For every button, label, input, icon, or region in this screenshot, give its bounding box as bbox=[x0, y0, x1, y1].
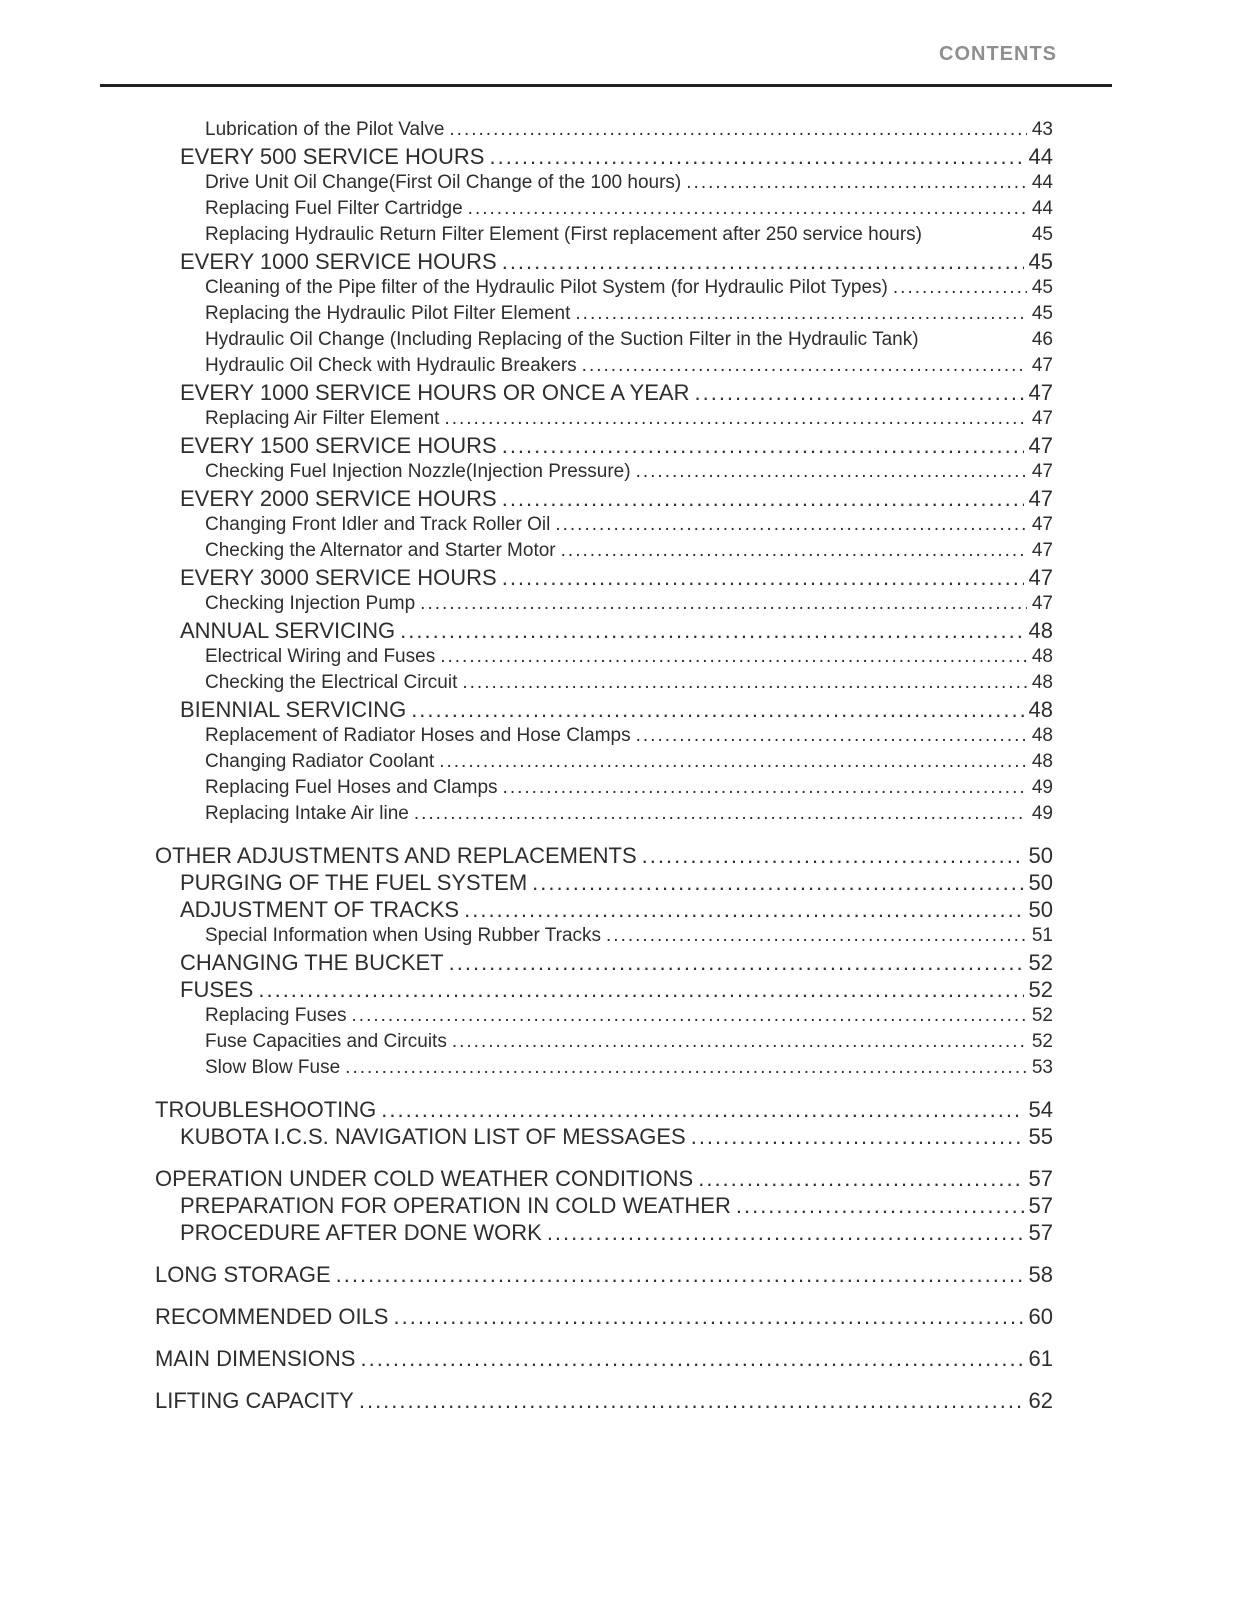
toc-entry-label: Checking the Alternator and Starter Motor bbox=[205, 540, 556, 561]
toc-entry-page: 61 bbox=[1028, 1346, 1053, 1371]
toc-entry-label: EVERY 2000 SERVICE HOURS bbox=[180, 486, 497, 511]
toc-entry bbox=[205, 1055, 1053, 1081]
toc-entry bbox=[205, 775, 1053, 801]
toc-entry bbox=[205, 801, 1053, 827]
toc-leader-dots bbox=[449, 949, 1024, 976]
toc-leader-dots bbox=[414, 801, 1027, 827]
toc-entry-label: Cleaning of the Pipe filter of the Hydraulic Pilot System (for Hydraulic Pilot Types) bbox=[205, 277, 888, 298]
toc-entry bbox=[205, 591, 1053, 617]
header-divider bbox=[100, 84, 1112, 87]
toc-entry bbox=[180, 248, 1053, 275]
toc-entry bbox=[180, 869, 1053, 896]
toc-entry-page: 48 bbox=[1031, 672, 1053, 693]
toc-entry bbox=[205, 749, 1053, 775]
toc-entry-page: 47 bbox=[1028, 565, 1053, 590]
toc-entry-label: LONG STORAGE bbox=[155, 1262, 331, 1287]
toc-entry-page: 57 bbox=[1028, 1220, 1053, 1245]
toc-entry-label: EVERY 1000 SERVICE HOURS OR ONCE A YEAR bbox=[180, 380, 690, 405]
toc-leader-dots bbox=[575, 301, 1026, 327]
toc-entry-page: 44 bbox=[1028, 144, 1053, 169]
toc-entry-page: 47 bbox=[1031, 514, 1053, 535]
toc-entry-label: EVERY 500 SERVICE HOURS bbox=[180, 144, 485, 169]
toc-leader-dots bbox=[502, 432, 1024, 459]
toc-leader-dots bbox=[561, 538, 1027, 564]
toc-entry-label: OTHER ADJUSTMENTS AND REPLACEMENTS bbox=[155, 843, 637, 868]
toc-entry-label: Replacement of Radiator Hoses and Hose Clamps bbox=[205, 725, 631, 746]
toc-leader-dots bbox=[336, 1261, 1024, 1288]
toc-leader-dots bbox=[449, 117, 1026, 143]
toc-entry bbox=[155, 1261, 1053, 1288]
toc-entry-label: KUBOTA I.C.S. NAVIGATION LIST OF MESSAGES bbox=[180, 1124, 686, 1149]
page-header-title: CONTENTS bbox=[939, 43, 1057, 65]
toc-entry bbox=[155, 1096, 1053, 1123]
toc-entry-label: Hydraulic Oil Check with Hydraulic Breakers bbox=[205, 355, 577, 376]
page-header bbox=[100, 42, 1112, 68]
toc-entry-label: Changing Radiator Coolant bbox=[205, 751, 435, 772]
toc-entry bbox=[205, 196, 1053, 222]
toc-leader-dots bbox=[440, 644, 1027, 670]
toc-entry bbox=[205, 353, 1053, 379]
toc-list bbox=[155, 117, 1053, 1414]
toc-entry bbox=[155, 842, 1053, 869]
toc-leader-dots bbox=[606, 923, 1027, 949]
toc-entry-page: 48 bbox=[1031, 751, 1053, 772]
toc-leader-dots bbox=[736, 1192, 1024, 1219]
toc-entry bbox=[180, 143, 1053, 170]
toc-entry-page: 52 bbox=[1031, 1031, 1053, 1052]
toc-entry-page: 50 bbox=[1028, 897, 1053, 922]
toc-entry-page: 47 bbox=[1028, 433, 1053, 458]
toc-entry-label: CHANGING THE BUCKET bbox=[180, 950, 444, 975]
toc-entry-page: 52 bbox=[1028, 950, 1053, 975]
toc-leader-dots bbox=[393, 1303, 1023, 1330]
toc-entry bbox=[180, 1192, 1053, 1219]
toc-entry bbox=[180, 1123, 1053, 1150]
toc-entry-page: 57 bbox=[1028, 1166, 1053, 1191]
toc-entry bbox=[205, 512, 1053, 538]
toc-entry-label: Replacing Fuel Filter Cartridge bbox=[205, 198, 463, 219]
toc-entry-page: 47 bbox=[1031, 540, 1053, 561]
toc-entry bbox=[155, 1303, 1053, 1330]
toc-entry bbox=[180, 617, 1053, 644]
toc-leader-dots bbox=[258, 976, 1023, 1003]
toc-entry bbox=[205, 301, 1053, 327]
toc-entry-label: Hydraulic Oil Change (Including Replacing of the Suction Filter in the Hydraulic Tank) bbox=[205, 329, 919, 350]
toc-entry-label: EVERY 3000 SERVICE HOURS bbox=[180, 565, 497, 590]
toc-entry-label: BIENNIAL SERVICING bbox=[180, 697, 407, 722]
toc-entry bbox=[205, 170, 1053, 196]
toc-entry-label: LIFTING CAPACITY bbox=[155, 1388, 354, 1413]
toc-entry bbox=[155, 1387, 1053, 1414]
toc-entry-page: 57 bbox=[1028, 1193, 1053, 1218]
toc-leader-dots bbox=[444, 406, 1026, 432]
toc-entry-page: 44 bbox=[1031, 172, 1053, 193]
toc-leader-dots bbox=[532, 869, 1023, 896]
toc-entry-label: OPERATION UNDER COLD WEATHER CONDITIONS bbox=[155, 1166, 694, 1191]
toc-leader-dots bbox=[636, 723, 1027, 749]
toc-entry bbox=[205, 222, 1053, 248]
toc-leader-dots bbox=[547, 1219, 1024, 1246]
toc-entry-label: MAIN DIMENSIONS bbox=[155, 1346, 356, 1371]
toc-entry bbox=[180, 976, 1053, 1003]
toc-entry-label: RECOMMENDED OILS bbox=[155, 1304, 389, 1329]
toc-leader-dots bbox=[468, 196, 1027, 222]
toc-leader-dots bbox=[420, 591, 1027, 617]
toc-entry bbox=[205, 1029, 1053, 1055]
toc-leader-dots bbox=[698, 1165, 1023, 1192]
toc-entry-page: 45 bbox=[1031, 277, 1053, 298]
toc-leader-dots bbox=[582, 353, 1027, 379]
toc-entry-page: 49 bbox=[1031, 777, 1053, 798]
toc-entry bbox=[205, 327, 1053, 353]
toc-entry-label: Checking the Electrical Circuit bbox=[205, 672, 458, 693]
toc-entry bbox=[180, 896, 1053, 923]
toc-entry-label: PREPARATION FOR OPERATION IN COLD WEATHER bbox=[180, 1193, 731, 1218]
toc-leader-dots bbox=[502, 485, 1024, 512]
toc-leader-dots bbox=[503, 775, 1027, 801]
toc-entry-page: 43 bbox=[1031, 119, 1053, 140]
toc-entry-label: EVERY 1500 SERVICE HOURS bbox=[180, 433, 497, 458]
toc-leader-dots bbox=[636, 459, 1027, 485]
toc-entry-page: 50 bbox=[1028, 843, 1053, 868]
toc-entry-label: PROCEDURE AFTER DONE WORK bbox=[180, 1220, 542, 1245]
toc-entry bbox=[205, 275, 1053, 301]
toc-leader-dots bbox=[352, 1003, 1027, 1029]
toc-entry-label: Changing Front Idler and Track Roller Oil bbox=[205, 514, 551, 535]
toc-entry-page: 47 bbox=[1031, 408, 1053, 429]
toc-entry-page: 47 bbox=[1028, 486, 1053, 511]
toc-entry bbox=[180, 564, 1053, 591]
toc-leader-dots bbox=[400, 617, 1023, 644]
toc-entry-page: 44 bbox=[1031, 198, 1053, 219]
toc-entry-page: 45 bbox=[1028, 249, 1053, 274]
toc-entry-page: 48 bbox=[1031, 725, 1053, 746]
toc-leader-dots bbox=[462, 670, 1026, 696]
toc-leader-dots bbox=[502, 248, 1024, 275]
toc-entry-label: Replacing the Hydraulic Pilot Filter Element bbox=[205, 303, 571, 324]
toc-entry-page: 49 bbox=[1031, 803, 1053, 824]
toc-entry bbox=[180, 432, 1053, 459]
toc-leader-dots bbox=[464, 896, 1023, 923]
toc-entry bbox=[205, 644, 1053, 670]
toc-entry bbox=[180, 1219, 1053, 1246]
toc-entry-page: 48 bbox=[1031, 646, 1053, 667]
toc-entry-page: 47 bbox=[1031, 593, 1053, 614]
toc-leader-dots bbox=[439, 749, 1027, 775]
toc-entry bbox=[205, 670, 1053, 696]
toc-leader-dots bbox=[694, 379, 1023, 406]
toc-leader-dots bbox=[489, 143, 1023, 170]
toc-entry-label: Drive Unit Oil Change(First Oil Change of the 100 hours) bbox=[205, 172, 682, 193]
toc-entry bbox=[180, 696, 1053, 723]
toc-leader-dots bbox=[691, 1123, 1024, 1150]
toc-entry bbox=[180, 379, 1053, 406]
toc-entry bbox=[180, 949, 1053, 976]
toc-entry-label: Checking Injection Pump bbox=[205, 593, 416, 614]
toc-entry-label: Replacing Hydraulic Return Filter Element (First replacement after 250 service hours) bbox=[205, 224, 922, 245]
toc-leader-dots bbox=[381, 1096, 1023, 1123]
toc-leader-dots bbox=[502, 564, 1024, 591]
toc-entry bbox=[205, 117, 1053, 143]
toc-entry-page: 48 bbox=[1028, 697, 1053, 722]
toc-entry bbox=[155, 1165, 1053, 1192]
toc-entry-page: 46 bbox=[1031, 329, 1053, 350]
toc-leader-dots bbox=[452, 1029, 1027, 1055]
toc-entry-page: 52 bbox=[1028, 977, 1053, 1002]
toc-entry-page: 48 bbox=[1028, 618, 1053, 643]
toc-entry-page: 47 bbox=[1031, 461, 1053, 482]
toc-entry-page: 50 bbox=[1028, 870, 1053, 895]
toc-entry-label: Replacing Intake Air line bbox=[205, 803, 409, 824]
toc-entry-page: 52 bbox=[1031, 1005, 1053, 1026]
toc-entry-page: 45 bbox=[1031, 303, 1053, 324]
toc-entry-page: 60 bbox=[1028, 1304, 1053, 1329]
toc-entry-label: EVERY 1000 SERVICE HOURS bbox=[180, 249, 497, 274]
toc-entry-label: ANNUAL SERVICING bbox=[180, 618, 396, 643]
toc-entry-page: 58 bbox=[1028, 1262, 1053, 1287]
toc-entry-label: PURGING OF THE FUEL SYSTEM bbox=[180, 870, 528, 895]
toc-leader-dots bbox=[555, 512, 1027, 538]
toc-entry bbox=[205, 923, 1053, 949]
toc-entry bbox=[205, 1003, 1053, 1029]
toc-entry-label: Replacing Air Filter Element bbox=[205, 408, 440, 429]
toc-entry bbox=[205, 723, 1053, 749]
toc-leader-dots bbox=[686, 170, 1027, 196]
toc-entry-label: FUSES bbox=[180, 977, 254, 1002]
toc-entry-label: Electrical Wiring and Fuses bbox=[205, 646, 436, 667]
toc-entry-page: 45 bbox=[1031, 224, 1053, 245]
toc-leader-dots bbox=[642, 842, 1024, 869]
toc-entry bbox=[155, 1345, 1053, 1372]
toc-entry-label: ADJUSTMENT OF TRACKS bbox=[180, 897, 460, 922]
toc-entry-label: TROUBLESHOOTING bbox=[155, 1097, 377, 1122]
toc-entry-label: Checking Fuel Injection Nozzle(Injection Pressure) bbox=[205, 461, 631, 482]
toc-entry bbox=[205, 406, 1053, 432]
toc-entry-page: 51 bbox=[1031, 925, 1053, 946]
toc-leader-dots bbox=[893, 275, 1027, 301]
toc-leader-dots bbox=[360, 1345, 1023, 1372]
toc-entry-label: Lubrication of the Pilot Valve bbox=[205, 119, 445, 140]
toc-entry bbox=[205, 459, 1053, 485]
toc-leader-dots bbox=[359, 1387, 1024, 1414]
toc-entry-page: 54 bbox=[1028, 1097, 1053, 1122]
toc-entry-label: Replacing Fuses bbox=[205, 1005, 347, 1026]
toc-entry-page: 47 bbox=[1028, 380, 1053, 405]
toc-entry bbox=[205, 538, 1053, 564]
toc-entry-page: 47 bbox=[1031, 355, 1053, 376]
toc-entry-label: Replacing Fuel Hoses and Clamps bbox=[205, 777, 498, 798]
toc-entry-label: Fuse Capacities and Circuits bbox=[205, 1031, 447, 1052]
toc-leader-dots bbox=[411, 696, 1023, 723]
toc-entry bbox=[180, 485, 1053, 512]
toc-entry-label: Slow Blow Fuse bbox=[205, 1057, 341, 1078]
toc-entry-label: Special Information when Using Rubber Tracks bbox=[205, 925, 602, 946]
toc-entry-page: 62 bbox=[1028, 1388, 1053, 1413]
toc-entry-page: 55 bbox=[1028, 1124, 1053, 1149]
toc-entry-page: 53 bbox=[1031, 1057, 1053, 1078]
toc-leader-dots bbox=[345, 1055, 1027, 1081]
